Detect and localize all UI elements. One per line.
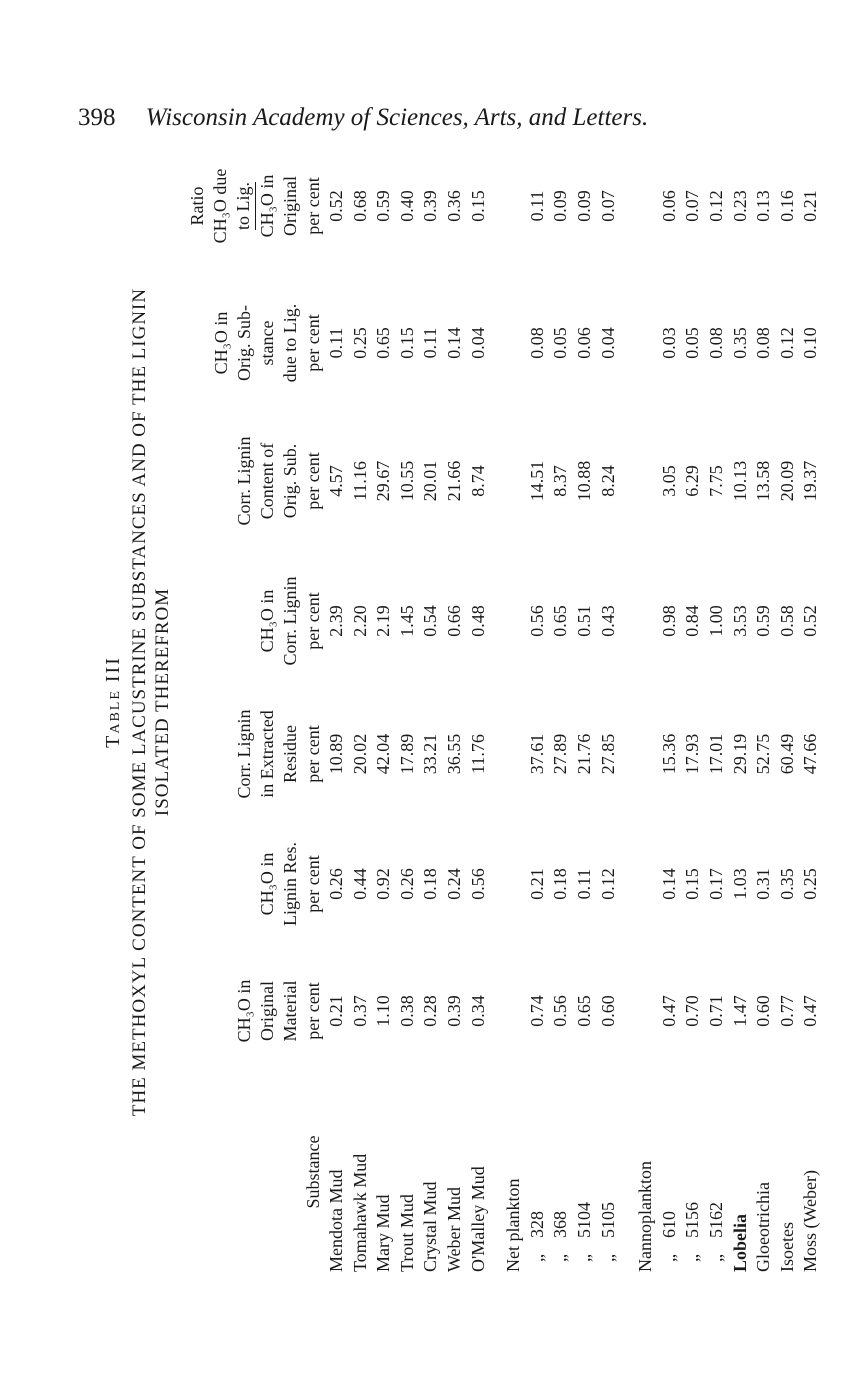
- table-row: [396, 136, 420, 1272]
- header-ch3o-due-to-lignin: [186, 276, 325, 410]
- value-cell: 0.21: [800, 190, 821, 222]
- value-cell: 0.77: [776, 995, 797, 1027]
- header-substance-line: Substance: [303, 1135, 323, 1209]
- header-line: Original: [257, 981, 277, 1041]
- header-corr-lignin-extracted: [186, 690, 325, 818]
- header-ch3o-lignin-res: [186, 818, 325, 950]
- value-cell: 0.60: [597, 995, 618, 1027]
- substance-name: [799, 1072, 823, 1272]
- table-row: [325, 136, 349, 1272]
- header-line: CH₃O in: [257, 852, 277, 916]
- substance-name: [443, 1072, 467, 1272]
- value-cell: 0.08: [753, 327, 774, 359]
- value-cell: 0.04: [597, 327, 618, 359]
- value-cell: 1.10: [373, 995, 394, 1027]
- table-title-line-1: THE METHOXYL CONTENT OF SOME LACUSTRINE SUBSTANCES AND OF THE LIGNIN: [129, 287, 150, 1117]
- value-cell: 0.39: [420, 190, 441, 222]
- substance-name: [620, 1072, 658, 1272]
- substance-name: [419, 1072, 443, 1272]
- value-cell: 2.20: [349, 605, 370, 637]
- substance-name: [490, 1072, 526, 1272]
- substance-name: [325, 1072, 349, 1272]
- value-cell: 36.55: [443, 733, 464, 775]
- substance-name: [658, 1072, 682, 1272]
- value-cell: 0.18: [420, 868, 441, 900]
- value-cell: 0.05: [550, 327, 571, 359]
- empty-cell: [490, 410, 526, 552]
- value-cell: 0.35: [729, 327, 750, 359]
- value-cell: 2.39: [326, 605, 346, 637]
- header-line: Material: [280, 980, 300, 1042]
- header-line: in Extracted: [257, 710, 277, 798]
- header-line: due to Lig.: [280, 303, 300, 383]
- value-cell: 21.76: [573, 733, 594, 775]
- substance-name: [776, 1072, 800, 1272]
- header-row: [186, 136, 325, 1272]
- value-cell: 10.89: [326, 733, 346, 775]
- value-cell: 0.52: [326, 190, 346, 222]
- value-cell: 0.54: [420, 605, 441, 637]
- value-cell: 20.09: [776, 460, 797, 502]
- value-cell: 6.29: [682, 465, 703, 497]
- value-cell: 0.84: [682, 605, 703, 637]
- header-line: per cent: [303, 855, 323, 913]
- value-cell: 0.21: [526, 868, 547, 900]
- value-cell: 0.08: [526, 327, 547, 359]
- value-cell: 0.40: [396, 190, 417, 222]
- header-line: Residue: [280, 725, 300, 783]
- substance-name: [396, 1072, 420, 1272]
- value-cell: 0.37: [349, 995, 370, 1027]
- header-line: Corr. Lignin: [234, 709, 254, 799]
- value-cell: 0.60: [753, 995, 774, 1027]
- journal-title: Wisconsin Academy of Sciences, Arts, and Letters.: [145, 104, 649, 131]
- value-cell: 0.25: [349, 327, 370, 359]
- table-row: [372, 136, 396, 1272]
- value-cell: 0.11: [326, 327, 346, 359]
- substance-label: Tomahawk Mud: [349, 1153, 370, 1272]
- value-cell: 0.12: [776, 327, 797, 359]
- value-cell: 0.16: [776, 190, 797, 222]
- substance-label: 610: [658, 1211, 679, 1238]
- value-cell: 0.09: [573, 190, 594, 222]
- value-cell: 0.07: [682, 190, 703, 222]
- substance-label: Mary Mud: [373, 1194, 394, 1272]
- substance-label: Crystal Mud: [420, 1181, 441, 1272]
- header-line: per cent: [303, 177, 323, 235]
- fraction-numerator: to Lig.: [232, 182, 256, 230]
- value-cell: 1.45: [396, 605, 417, 637]
- header-line: Orig. Sub.: [280, 443, 300, 519]
- value-cell: 0.47: [800, 995, 821, 1027]
- value-cell: 0.65: [550, 605, 571, 637]
- substance-name: [549, 1072, 573, 1272]
- table-title-line-2: ISOLATED THEREFROM: [152, 587, 173, 817]
- page-number: 398: [78, 104, 116, 131]
- substance-name: [681, 1072, 705, 1272]
- value-cell: 0.11: [526, 190, 547, 222]
- value-cell: 42.04: [373, 733, 394, 775]
- header-ratio: [186, 136, 325, 276]
- table-row: [419, 136, 443, 1272]
- value-cell: 0.35: [776, 868, 797, 900]
- substance-label: Weber Mud: [443, 1186, 464, 1272]
- ditto-mark: „: [597, 1254, 618, 1262]
- value-cell: 0.71: [705, 995, 726, 1027]
- methoxyl-table: [186, 136, 823, 1272]
- empty-cell: [620, 950, 658, 1072]
- value-cell: 0.09: [550, 190, 571, 222]
- empty-cell: [620, 136, 658, 276]
- header-line: stance: [257, 320, 277, 366]
- value-cell: 0.70: [682, 995, 703, 1027]
- table-row: [776, 136, 800, 1272]
- value-cell: 11.76: [467, 734, 488, 774]
- value-cell: 29.19: [729, 733, 750, 775]
- ditto-mark: „: [550, 1254, 571, 1262]
- table-label: Table III: [102, 656, 124, 748]
- value-cell: 7.75: [705, 465, 726, 497]
- empty-cell: [490, 276, 526, 410]
- substance-label: 328: [526, 1211, 547, 1238]
- value-cell: 0.04: [467, 327, 488, 359]
- header-line: Orig. Sub-: [234, 305, 254, 381]
- substance-label: Lobelia: [729, 1213, 750, 1272]
- value-cell: 0.11: [573, 868, 594, 900]
- empty-cell: [490, 136, 526, 276]
- table-row: [799, 136, 823, 1272]
- value-cell: 17.93: [682, 733, 703, 775]
- running-head: [78, 104, 648, 132]
- value-cell: 27.89: [550, 733, 571, 775]
- value-cell: 0.28: [420, 995, 441, 1027]
- value-cell: 0.26: [396, 868, 417, 900]
- value-cell: 0.59: [373, 190, 394, 222]
- value-cell: 0.15: [396, 327, 417, 359]
- empty-cell: [490, 950, 526, 1072]
- value-cell: 0.51: [573, 605, 594, 637]
- value-cell: 17.89: [396, 733, 417, 775]
- value-cell: 0.11: [420, 327, 441, 359]
- value-cell: 29.67: [373, 460, 394, 502]
- value-cell: 0.21: [326, 995, 346, 1027]
- table-row: [597, 136, 621, 1272]
- substance-name: [597, 1072, 621, 1272]
- value-cell: 0.48: [467, 605, 488, 637]
- table-row: [443, 136, 467, 1272]
- substance-label: O'Malley Mud: [467, 1166, 488, 1272]
- substance-name: [752, 1072, 776, 1272]
- header-line: per cent: [303, 314, 323, 372]
- value-cell: 0.23: [729, 190, 750, 222]
- empty-cell: [620, 818, 658, 950]
- header-line: Corr. Lignin: [280, 576, 300, 666]
- value-cell: 20.02: [349, 733, 370, 775]
- header-line: Corr. Lignin: [234, 436, 254, 526]
- value-cell: 0.10: [800, 327, 821, 359]
- header-line: CH₃O due: [210, 168, 230, 244]
- empty-cell: [490, 552, 526, 690]
- value-cell: 0.14: [658, 868, 679, 900]
- value-cell: 0.52: [800, 605, 821, 637]
- value-cell: 0.12: [597, 868, 618, 900]
- value-cell: 3.05: [658, 465, 679, 497]
- value-cell: 10.88: [573, 460, 594, 502]
- substance-label: Net plankton: [503, 1178, 524, 1272]
- header-line: Lignin Res.: [280, 842, 300, 926]
- value-cell: 19.37: [800, 460, 821, 502]
- substance-name: [372, 1072, 396, 1272]
- value-cell: 0.07: [597, 190, 618, 222]
- value-cell: 0.58: [776, 605, 797, 637]
- group-heading-row: [490, 136, 526, 1272]
- value-cell: 0.12: [705, 190, 726, 222]
- value-cell: 10.13: [729, 460, 750, 502]
- ditto-mark: „: [705, 1254, 726, 1262]
- value-cell: 27.85: [597, 733, 618, 775]
- ditto-mark: „: [526, 1254, 547, 1262]
- value-cell: 0.31: [753, 868, 774, 900]
- value-cell: 3.53: [729, 605, 750, 637]
- substance-label: 5105: [597, 1202, 618, 1238]
- header-line: per cent: [303, 592, 323, 650]
- value-cell: 0.56: [550, 995, 571, 1027]
- header-ch3o-corr-lignin: [186, 552, 325, 690]
- header-line: per cent: [303, 452, 323, 510]
- value-cell: 0.65: [573, 995, 594, 1027]
- value-cell: 21.66: [443, 460, 464, 502]
- table-row: [573, 136, 597, 1272]
- substance-label: Moss (Weber): [800, 1169, 821, 1272]
- value-cell: 8.24: [597, 465, 618, 497]
- header-line: per cent: [303, 982, 323, 1040]
- value-cell: 0.18: [550, 868, 571, 900]
- table-body: [325, 136, 823, 1272]
- header-line: CH₃O in: [257, 174, 277, 238]
- value-cell: 0.15: [467, 190, 488, 222]
- value-cell: 0.06: [573, 327, 594, 359]
- value-cell: 0.24: [443, 868, 464, 900]
- header-line: [232, 136, 256, 276]
- value-cell: 0.56: [467, 868, 488, 900]
- empty-cell: [490, 690, 526, 818]
- value-cell: 0.65: [373, 327, 394, 359]
- value-cell: 1.47: [729, 995, 750, 1027]
- substance-name: [573, 1072, 597, 1272]
- value-cell: 0.14: [443, 327, 464, 359]
- value-cell: 0.38: [396, 995, 417, 1027]
- value-cell: 0.34: [467, 995, 488, 1027]
- header-line: CH₃O in: [234, 979, 254, 1043]
- value-cell: 0.44: [349, 868, 370, 900]
- header-line: Ratio: [187, 186, 207, 226]
- header-ch3o-original: [186, 950, 325, 1072]
- ditto-mark: „: [658, 1254, 679, 1262]
- value-cell: 0.92: [373, 868, 394, 900]
- value-cell: 0.05: [682, 327, 703, 359]
- value-cell: 0.15: [682, 868, 703, 900]
- value-cell: 13.58: [753, 460, 774, 502]
- table-row: [349, 136, 373, 1272]
- ditto-mark: „: [573, 1254, 594, 1262]
- table-row: [681, 136, 705, 1272]
- substance-name: [349, 1072, 373, 1272]
- value-cell: 0.08: [705, 327, 726, 359]
- empty-cell: [620, 690, 658, 818]
- substance-label: Trout Mud: [396, 1194, 417, 1272]
- header-line: per cent: [303, 725, 323, 783]
- value-cell: 0.66: [443, 605, 464, 637]
- value-cell: 47.66: [800, 733, 821, 775]
- empty-cell: [620, 410, 658, 552]
- empty-cell: [620, 276, 658, 410]
- substance-label: 368: [550, 1211, 571, 1238]
- value-cell: 17.01: [705, 733, 726, 775]
- value-cell: 33.21: [420, 733, 441, 775]
- value-cell: 0.03: [658, 327, 679, 359]
- substance-name: [705, 1072, 729, 1272]
- substance-label: Gloeotrichia: [753, 1182, 774, 1272]
- value-cell: 0.26: [326, 868, 346, 900]
- value-cell: 0.43: [597, 605, 618, 637]
- header-line: CH₃O in: [257, 589, 277, 653]
- value-cell: 20.01: [420, 460, 441, 502]
- table-row: [705, 136, 729, 1272]
- header-corr-lignin-content: [186, 410, 325, 552]
- value-cell: 0.39: [443, 995, 464, 1027]
- value-cell: 8.37: [550, 465, 571, 497]
- header-line: Original: [280, 176, 300, 236]
- table-row: [729, 136, 753, 1272]
- value-cell: 8.74: [467, 465, 488, 497]
- substance-name: [729, 1072, 753, 1272]
- substance-label: 5156: [682, 1202, 703, 1238]
- value-cell: 1.00: [705, 605, 726, 637]
- table-row: [526, 136, 550, 1272]
- value-cell: 0.06: [658, 190, 679, 222]
- substance-label: Nannoplankton: [635, 1161, 656, 1272]
- rotated-table-block: [100, 132, 821, 1272]
- table-row: [467, 136, 491, 1272]
- substance-label: Isoetes: [776, 1222, 797, 1272]
- value-cell: 4.57: [326, 465, 346, 497]
- value-cell: 0.56: [526, 605, 547, 637]
- header-line: Content of: [257, 442, 277, 520]
- value-cell: 0.74: [526, 995, 547, 1027]
- value-cell: 0.36: [443, 190, 464, 222]
- substance-label: 5162: [705, 1202, 726, 1238]
- value-cell: 0.68: [349, 190, 370, 222]
- header-substance: [186, 1072, 325, 1272]
- header-line: CH₃O in: [211, 311, 231, 375]
- group-heading-row: [620, 136, 658, 1272]
- value-cell: 0.47: [658, 995, 679, 1027]
- value-cell: 10.55: [396, 460, 417, 502]
- value-cell: 60.49: [776, 733, 797, 775]
- value-cell: 37.61: [526, 733, 547, 775]
- substance-name: [526, 1072, 550, 1272]
- value-cell: 0.25: [800, 868, 821, 900]
- value-cell: 11.16: [349, 461, 370, 501]
- ditto-mark: „: [682, 1254, 703, 1262]
- empty-cell: [490, 818, 526, 950]
- value-cell: 15.36: [658, 733, 679, 775]
- value-cell: 0.13: [753, 190, 774, 222]
- substance-name: [467, 1072, 491, 1272]
- empty-cell: [620, 552, 658, 690]
- value-cell: 0.98: [658, 605, 679, 637]
- value-cell: 14.51: [526, 460, 547, 502]
- table-row: [549, 136, 573, 1272]
- value-cell: 1.03: [729, 868, 750, 900]
- substance-label: 5104: [573, 1202, 594, 1238]
- table-row: [752, 136, 776, 1272]
- value-cell: 52.75: [753, 733, 774, 775]
- substance-label: Mendota Mud: [326, 1169, 346, 1272]
- value-cell: 0.59: [753, 605, 774, 637]
- table-row: [658, 136, 682, 1272]
- value-cell: 0.17: [705, 868, 726, 900]
- value-cell: 2.19: [373, 605, 394, 637]
